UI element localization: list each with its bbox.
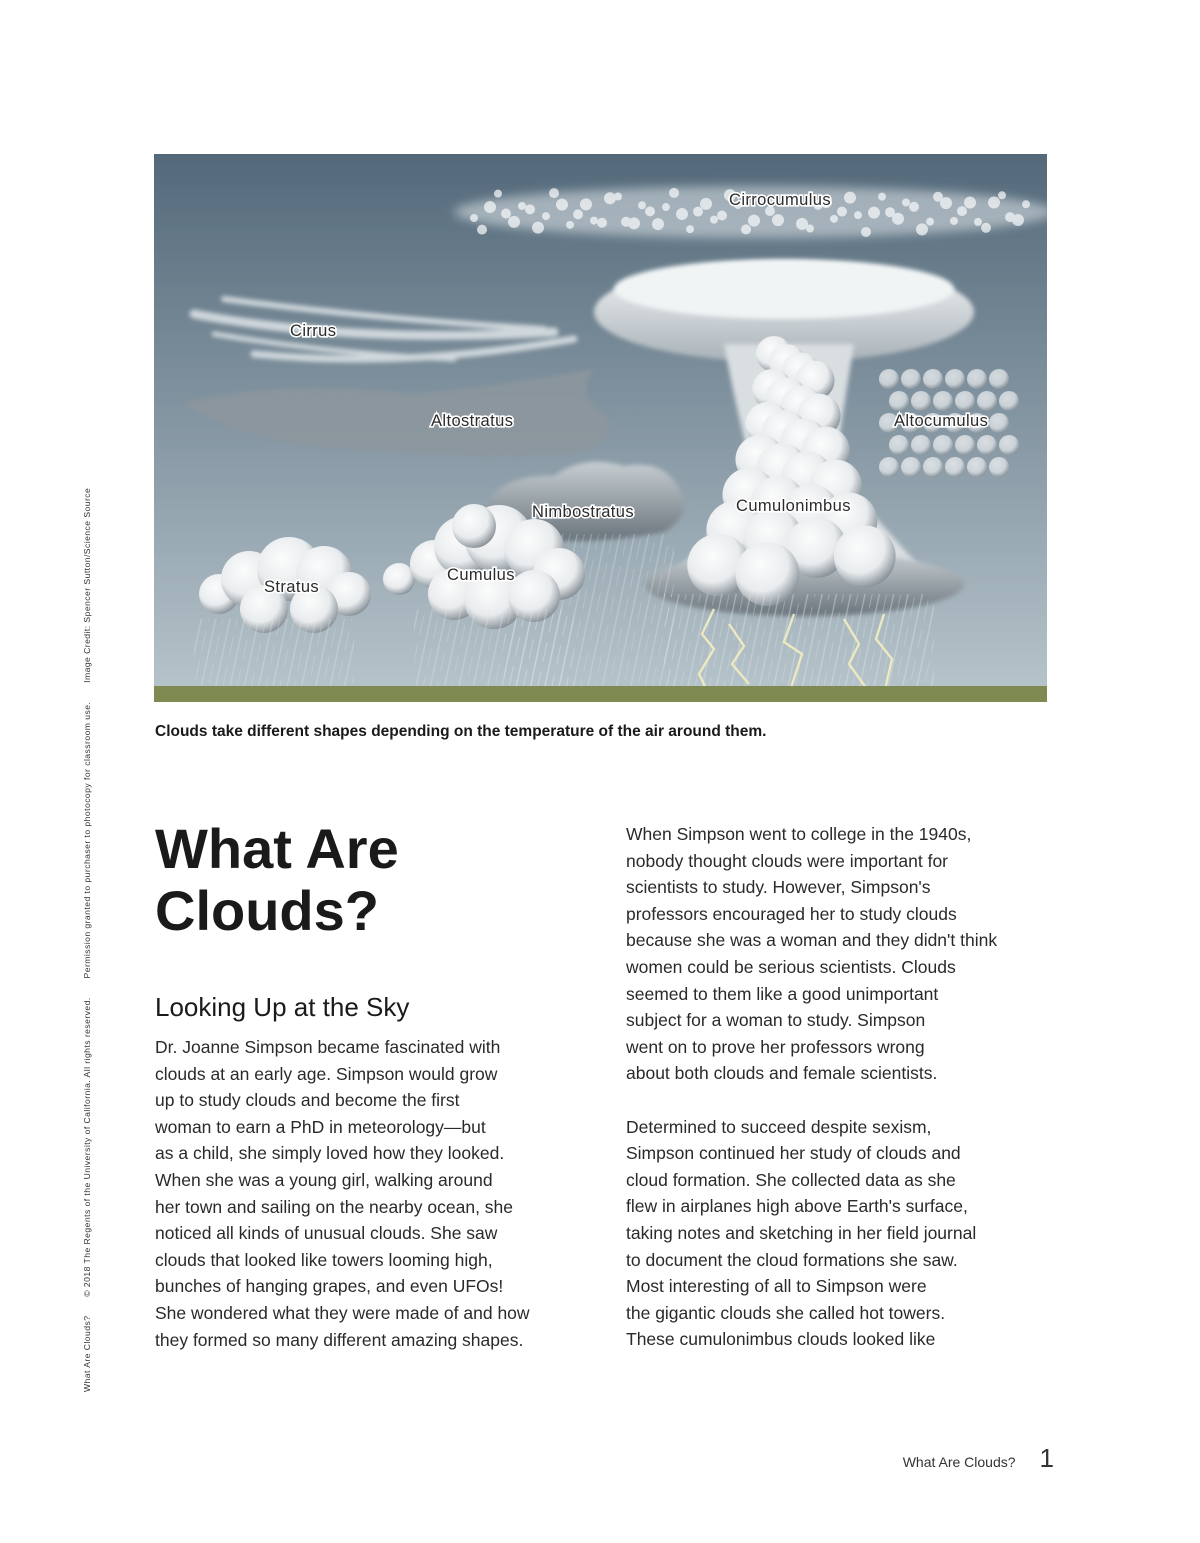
text-line: they formed so many different amazing shapes. [155,1329,524,1350]
text-line: as a child, she simply loved how they looked. [155,1143,505,1164]
text-line: When she was a young girl, walking around [155,1169,493,1190]
text-line: her town and sailing on the nearby ocean, she [155,1196,514,1217]
text-line: subject for a woman to study. Simpson [626,1010,926,1031]
side-credit-doc: What Are Clouds? [82,1315,92,1392]
text-line: nobody thought clouds were important for [626,850,948,871]
text-line: She wondered what they were made of and how [155,1302,530,1323]
side-credit [82,472,92,1392]
side-credit-permission: Permission granted to purchaser to photocopy for classroom use. [82,701,92,979]
label-cumulus: Cumulus [447,566,515,584]
text-line: to document the cloud formations she saw. [626,1249,958,1270]
text-line: flew in airplanes high above Earth's surface, [626,1196,968,1217]
text-line: women could be serious scientists. Clouds [626,956,956,977]
label-cirrocumulus: Cirrocumulus [729,191,831,209]
body-column-right [626,821,997,1353]
text-line: taking notes and sketching in her field journal [626,1222,977,1243]
label-cumulonimbus: Cumulonimbus [736,497,851,515]
label-nimbostratus: Nimbostratus [532,503,634,521]
page-title-line2: Clouds? [155,879,379,942]
text-line: woman to earn a PhD in meteorology—but [155,1116,486,1137]
side-credit-copyright: © 2018 The Regents of the University of California. All rights reserved. [82,997,92,1297]
text-line: cloud formation. She collected data as she [626,1169,956,1190]
label-altostratus: Altostratus [431,412,514,430]
label-cirrus: Cirrus [290,322,337,340]
text-line: Simpson continued her study of clouds and [626,1143,961,1164]
text-line: Determined to succeed despite sexism, [626,1116,932,1137]
text-line: These cumulonimbus clouds looked like [626,1329,936,1350]
section-heading: Looking Up at the Sky [155,992,410,1022]
page-number: 1 [1039,1443,1054,1473]
paragraph-research [626,1114,997,1353]
text-line: went on to prove her professors wrong [626,1036,925,1057]
text-line: Most interesting of all to Simpson were [626,1276,927,1297]
label-stratus: Stratus [264,578,320,596]
text-line: professors encouraged her to study clouds [626,903,957,924]
paragraph-gap [626,1087,997,1114]
text-line: noticed all kinds of unusual clouds. She saw [155,1223,498,1244]
page-title [155,818,399,942]
text-line: scientists to study. However, Simpson's [626,877,931,898]
text-line: bunches of hanging grapes, and even UFOs! [155,1276,504,1297]
text-line: clouds that looked like towers looming high, [155,1249,493,1270]
paragraph-simpson-childhood [155,1034,530,1353]
body-column-left [155,1034,530,1353]
cloud-types-illustration [154,154,1047,702]
text-line: up to study clouds and become the first [155,1090,460,1111]
text-line: about both clouds and female scientists. [626,1063,938,1084]
cloud-types-svg [154,154,1047,702]
page-title-line1: What Are [155,817,399,880]
ground [154,686,1047,702]
text-line: When Simpson went to college in the 1940s, [626,824,972,844]
label-altocumulus: Altocumulus [894,412,989,430]
paragraph-college [626,821,997,1087]
footer-title: What Are Clouds? [902,1454,1016,1470]
figure-caption: Clouds take different shapes depending on the temperature of the air around them. [155,723,767,740]
text-line: because she was a woman and they didn't think [626,930,998,951]
text-line: the gigantic clouds she called hot towers. [626,1302,946,1323]
page-footer [903,1443,1054,1474]
side-credit-image: Image Credit: Spencer Sutton/Science Source [82,487,92,683]
text-line: Dr. Joanne Simpson became fascinated with [155,1037,501,1057]
text-line: clouds at an early age. Simpson would grow [155,1063,498,1084]
text-line: seemed to them like a good unimportant [626,983,939,1004]
